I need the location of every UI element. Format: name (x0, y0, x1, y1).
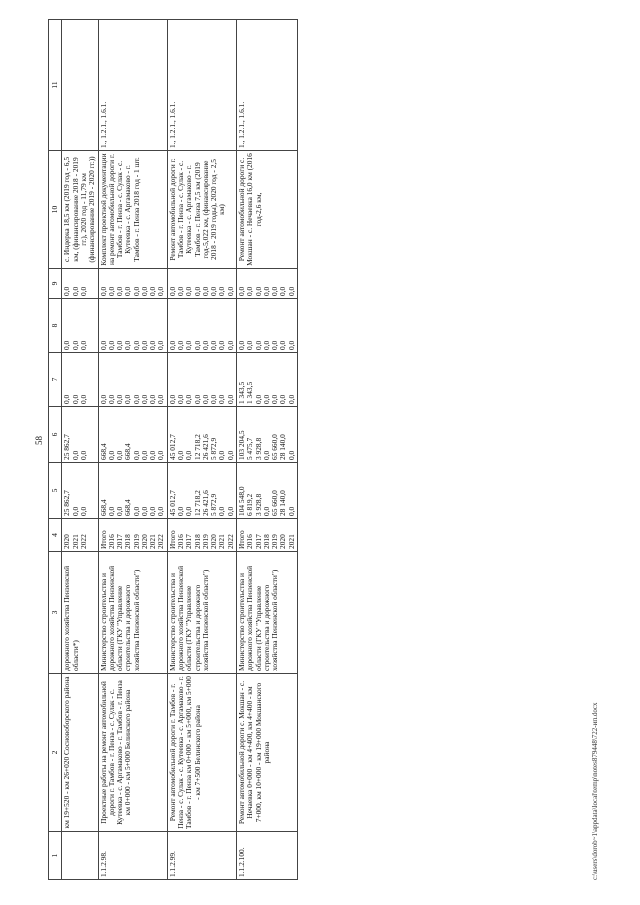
other-sources-value: 0,0 (115, 286, 125, 296)
federal-budget-value: 1 343,5 (237, 381, 247, 404)
federal-budget-value: 0,0 (192, 394, 202, 404)
item-number: 1.1.2.99. (167, 832, 236, 880)
year-value: Итого (237, 530, 247, 549)
federal-budget-value: 0,0 (70, 394, 80, 404)
expected-result: Ремонт автомобильной дороги с. Мокшан - с. Нечаевка 16,0 км (2016 год-2,6 км, (237, 151, 298, 269)
federal-budget-value: 0,0 (78, 394, 88, 404)
other-sources-value: 0,0 (192, 286, 202, 296)
year (98, 519, 167, 552)
local-budget (98, 299, 167, 353)
federal-budget-value: 0,0 (176, 394, 186, 404)
other-sources-value: 0,0 (184, 286, 194, 296)
federal-budget-value: 0,0 (200, 394, 210, 404)
other-sources-value: 0,0 (62, 286, 72, 296)
federal-budget-value: 0,0 (225, 394, 235, 404)
regional-budget-value: 0,0 (261, 450, 271, 460)
other-sources-value: 0,0 (123, 286, 133, 296)
year-value: 2020 (278, 534, 288, 549)
year-value: 2021 (70, 534, 80, 549)
table-row (62, 20, 98, 880)
federal-budget-value: 0,0 (270, 394, 280, 404)
executor: Министерство строительства и дорожного хозяйства Пензенской области (ГКУ "Управление строительства и дорожного хозяйства Пензенской области") (237, 552, 298, 674)
other-sources-value: 0,0 (278, 286, 288, 296)
column-number-cell: 10 (49, 151, 62, 269)
local-budget-value: 0,0 (115, 340, 125, 350)
total-amount-value: 668,4 (123, 499, 133, 516)
regional-budget-value: 103 204,5 (237, 430, 247, 460)
table-row (98, 20, 167, 880)
column-number-cell: 9 (49, 269, 62, 299)
federal-budget-value: 0,0 (115, 394, 125, 404)
total-amount (98, 463, 167, 519)
year-value: 2016 (176, 534, 186, 549)
total-amount-value: 3 928,8 (253, 493, 263, 516)
total-amount-value: 5 872,9 (209, 493, 219, 516)
regional-budget-value: 0,0 (225, 450, 235, 460)
total-amount-value: 0,0 (131, 506, 141, 516)
local-budget-value: 0,0 (209, 340, 219, 350)
federal-budget (62, 353, 98, 407)
year-value: 2020 (62, 534, 72, 549)
local-budget-value: 0,0 (98, 340, 108, 350)
federal-budget-value: 0,0 (106, 394, 116, 404)
regional-budget-value: 0,0 (70, 450, 80, 460)
year-value: 2019 (200, 534, 210, 549)
other-sources-value: 0,0 (78, 286, 88, 296)
expected-result: с. Индерка 18,5 км (2019 год - 6,5 км, (финансирование 2018 - 2019 гг.), 2020 год - 11,79 км (финансирование 2019 - 2020 гг.)) (62, 151, 98, 269)
total-amount-value: 668,4 (98, 499, 108, 516)
local-budget-value: 0,0 (270, 340, 280, 350)
footer-path: c:\users\dorob~1\appdata\local\temp\notes879448\722-ип.docx (591, 702, 599, 880)
indicator-reference (62, 20, 98, 151)
executor: Министерство строительства и дорожного хозяйства Пензенской области (ГКУ "Управление строительства и дорожного хозяйства Пензенской области") (167, 552, 236, 674)
expected-result: Ремонт автомобильной дороги г. Тамбов - г. Пенза - с. Сулак - с. Кутеевка - с. Аргамаково - г. Тамбов - г. Пенза 7,5 км (2019 год-5,022 км, (финансирование 2018 - 2019 годы), 2020 год - 2,5 км) (167, 151, 236, 269)
indicator-reference: 1., 1.2.1., 1.6.1. (98, 20, 167, 151)
indicator-reference: 1., 1.2.1., 1.6.1. (237, 20, 298, 151)
total-amount-value: 6 819,2 (245, 493, 255, 516)
year-value: 2017 (115, 534, 125, 549)
total-amount-value: 25 862,7 (62, 490, 72, 516)
regional-budget-value: 668,4 (123, 443, 133, 460)
other-sources-value: 0,0 (131, 286, 141, 296)
other-sources-value: 0,0 (176, 286, 186, 296)
federal-budget-value: 0,0 (62, 394, 72, 404)
year-value: 2020 (139, 534, 149, 549)
local-budget-value: 0,0 (148, 340, 158, 350)
local-budget-value: 0,0 (78, 340, 88, 350)
other-sources (98, 269, 167, 299)
year-value: 2018 (123, 534, 133, 549)
total-amount-value: 45 012,7 (167, 490, 177, 516)
regional-budget (62, 407, 98, 463)
federal-budget-value: 0,0 (184, 394, 194, 404)
year-value: 2018 (261, 534, 271, 549)
total-amount-value: 0,0 (148, 506, 158, 516)
item-number: 1.1.2.100. (237, 832, 298, 880)
federal-budget (98, 353, 167, 407)
other-sources-value: 0,0 (106, 286, 116, 296)
total-amount-value: 28 140,0 (278, 490, 288, 516)
local-budget-value: 0,0 (106, 340, 116, 350)
local-budget-value: 0,0 (62, 340, 72, 350)
regional-budget-value: 0,0 (115, 450, 125, 460)
regional-budget-value: 28 140,0 (278, 434, 288, 460)
total-amount (237, 463, 298, 519)
rotated-page (48, 20, 613, 880)
local-budget (62, 299, 98, 353)
regional-budget-value: 0,0 (139, 450, 149, 460)
local-budget-value: 0,0 (156, 340, 166, 350)
other-sources-value: 0,0 (225, 286, 235, 296)
regional-budget-value: 0,0 (184, 450, 194, 460)
federal-budget-value: 0,0 (98, 394, 108, 404)
federal-budget-value: 0,0 (131, 394, 141, 404)
federal-budget-value: 1 343,5 (245, 381, 255, 404)
year-value: 2018 (192, 534, 202, 549)
year-value: 2019 (270, 534, 280, 549)
regional-budget (167, 407, 236, 463)
local-budget-value: 0,0 (253, 340, 263, 350)
executor: Министерство строительства и дорожного хозяйства Пензенской области (ГКУ "Управление строительства и дорожного хозяйства Пензенской области") (98, 552, 167, 674)
total-amount (62, 463, 98, 519)
local-budget-value: 0,0 (217, 340, 227, 350)
year-value: Итого (98, 530, 108, 549)
local-budget-value: 0,0 (192, 340, 202, 350)
regional-budget-value: 0,0 (78, 450, 88, 460)
local-budget-value: 0,0 (286, 340, 296, 350)
local-budget-value: 0,0 (237, 340, 247, 350)
total-amount-value: 0,0 (217, 506, 227, 516)
regional-budget-value: 45 012,7 (167, 434, 177, 460)
federal-budget-value: 0,0 (278, 394, 288, 404)
item-number: 1.1.2.98. (98, 832, 167, 880)
total-amount-value: 0,0 (115, 506, 125, 516)
regional-budget-value: 26 421,6 (200, 434, 210, 460)
total-amount-value: 0,0 (78, 506, 88, 516)
regional-budget-value: 0,0 (217, 450, 227, 460)
other-sources-value: 0,0 (148, 286, 158, 296)
regional-budget (98, 407, 167, 463)
local-budget-value: 0,0 (123, 340, 133, 350)
other-sources-value: 0,0 (70, 286, 80, 296)
executor: дорожного хозяйства Пензенской области*) (62, 552, 98, 674)
other-sources (167, 269, 236, 299)
column-number-cell: 4 (49, 519, 62, 552)
local-budget-value: 0,0 (225, 340, 235, 350)
local-budget-value: 0,0 (70, 340, 80, 350)
total-amount-value: 0,0 (156, 506, 166, 516)
federal-budget-value: 0,0 (217, 394, 227, 404)
column-number-cell: 7 (49, 353, 62, 407)
regional-budget-value: 0,0 (156, 450, 166, 460)
local-budget-value: 0,0 (167, 340, 177, 350)
year (237, 519, 298, 552)
other-sources-value: 0,0 (167, 286, 177, 296)
total-amount-value: 0,0 (106, 506, 116, 516)
local-budget-value: 0,0 (245, 340, 255, 350)
page-number: 58 (34, 436, 44, 445)
federal-budget-value: 0,0 (286, 394, 296, 404)
year-value: 2016 (106, 534, 116, 549)
year-value: 2022 (78, 534, 88, 549)
local-budget-value: 0,0 (200, 340, 210, 350)
local-budget (167, 299, 236, 353)
column-number-cell: 6 (49, 407, 62, 463)
measure-name: Проектные работы на ремонт автомобильной дороги г. Тамбов - г. Пенза - с. Сулак - с. Кутеевка - с. Аргамаково - г. Тамбов - г. Пенза км 0+000 - км 5+000 Белинского района (98, 674, 167, 832)
table-body (49, 20, 298, 880)
item-number (62, 832, 98, 880)
regional-budget (237, 407, 298, 463)
total-amount (167, 463, 236, 519)
regional-budget-value: 65 660,0 (270, 434, 280, 460)
total-amount-value: 0,0 (139, 506, 149, 516)
column-number-cell: 3 (49, 552, 62, 674)
other-sources-value: 0,0 (139, 286, 149, 296)
local-budget-value: 0,0 (184, 340, 194, 350)
local-budget-value: 0,0 (139, 340, 149, 350)
total-amount-value: 26 421,6 (200, 490, 210, 516)
other-sources-value: 0,0 (245, 286, 255, 296)
year-value: 2021 (286, 534, 296, 549)
regional-budget-value: 0,0 (176, 450, 186, 460)
year-value: 2019 (131, 534, 141, 549)
regional-budget-value: 668,4 (98, 443, 108, 460)
federal-budget-value: 0,0 (139, 394, 149, 404)
table-row (167, 20, 236, 880)
table-row (237, 20, 298, 880)
column-number-row (49, 20, 62, 880)
federal-budget-value: 0,0 (167, 394, 177, 404)
total-amount-value: 0,0 (184, 506, 194, 516)
year-value: 2021 (217, 534, 227, 549)
regional-budget-value: 0,0 (148, 450, 158, 460)
measure-name: Ремонт автомобильной дороги г. Тамбов - г. Пенза - с. Сулак - с. Кутеевка - с. Аргамаково - г. Тамбов - г. Пенза км 0+000 - км 5+000, км 5+000 - км 7+500 Белинского района (167, 674, 236, 832)
indicator-reference: 1., 1.2.1., 1.6.1. (167, 20, 236, 151)
federal-budget-value: 0,0 (156, 394, 166, 404)
year-value: 2017 (253, 534, 263, 549)
column-number-cell: 11 (49, 20, 62, 151)
measure-name: км 19+520 - км 26+020 Сосновоборского района (62, 674, 98, 832)
local-budget-value: 0,0 (278, 340, 288, 350)
other-sources-value: 0,0 (237, 286, 247, 296)
regional-budget-value: 0,0 (131, 450, 141, 460)
year (62, 519, 98, 552)
local-budget-value: 0,0 (176, 340, 186, 350)
total-amount-value: 0,0 (286, 506, 296, 516)
federal-budget-value: 0,0 (123, 394, 133, 404)
regional-budget-value: 5 872,9 (209, 437, 219, 460)
year-value: 2022 (156, 534, 166, 549)
total-amount-value: 104 548,0 (237, 486, 247, 516)
other-sources-value: 0,0 (261, 286, 271, 296)
column-number-cell: 5 (49, 463, 62, 519)
other-sources-value: 0,0 (200, 286, 210, 296)
year-value: 2016 (245, 534, 255, 549)
local-budget-value: 0,0 (261, 340, 271, 350)
program-table (48, 19, 298, 880)
other-sources-value: 0,0 (209, 286, 219, 296)
local-budget (237, 299, 298, 353)
other-sources-value: 0,0 (156, 286, 166, 296)
total-amount-value: 0,0 (261, 506, 271, 516)
total-amount-value: 0,0 (70, 506, 80, 516)
year-value: Итого (167, 530, 177, 549)
regional-budget-value: 5 475,7 (245, 437, 255, 460)
other-sources-value: 0,0 (98, 286, 108, 296)
regional-budget-value: 0,0 (106, 450, 116, 460)
other-sources-value: 0,0 (217, 286, 227, 296)
regional-budget-value: 12 718,2 (192, 434, 202, 460)
regional-budget-value: 0,0 (286, 450, 296, 460)
federal-budget-value: 0,0 (261, 394, 271, 404)
regional-budget-value: 25 862,7 (62, 434, 72, 460)
year-value: 2022 (225, 534, 235, 549)
federal-budget-value: 0,0 (148, 394, 158, 404)
federal-budget-value: 0,0 (209, 394, 219, 404)
year-value: 2021 (148, 534, 158, 549)
year-value: 2020 (209, 534, 219, 549)
other-sources-value: 0,0 (286, 286, 296, 296)
total-amount-value: 65 660,0 (270, 490, 280, 516)
federal-budget-value: 0,0 (253, 394, 263, 404)
column-number-cell: 1 (49, 832, 62, 880)
expected-result: Комплект проектной документации на ремонт автомобильной дороги г. Тамбов - г. Пенза - с. Сулак - с. Кутеевка - с. Аргамаково - г. Тамбов - г. Пенза 2018 год - 1 шт. (98, 151, 167, 269)
year (167, 519, 236, 552)
year-value: 2017 (184, 534, 194, 549)
total-amount-value: 0,0 (225, 506, 235, 516)
regional-budget-value: 3 928,8 (253, 437, 263, 460)
local-budget-value: 0,0 (131, 340, 141, 350)
other-sources (237, 269, 298, 299)
other-sources-value: 0,0 (270, 286, 280, 296)
other-sources-value: 0,0 (253, 286, 263, 296)
total-amount-value: 0,0 (176, 506, 186, 516)
measure-name: Ремонт автомобильной дороги с. Мокшан - с. Нечаевка 0+000 - км 4+400, км 4+400 - км 7+000, км 10+000 - км 19+000 Мокшанского района (237, 674, 298, 832)
federal-budget (237, 353, 298, 407)
federal-budget (167, 353, 236, 407)
column-number-cell: 2 (49, 674, 62, 832)
total-amount-value: 12 718,2 (192, 490, 202, 516)
column-number-cell: 8 (49, 299, 62, 353)
other-sources (62, 269, 98, 299)
